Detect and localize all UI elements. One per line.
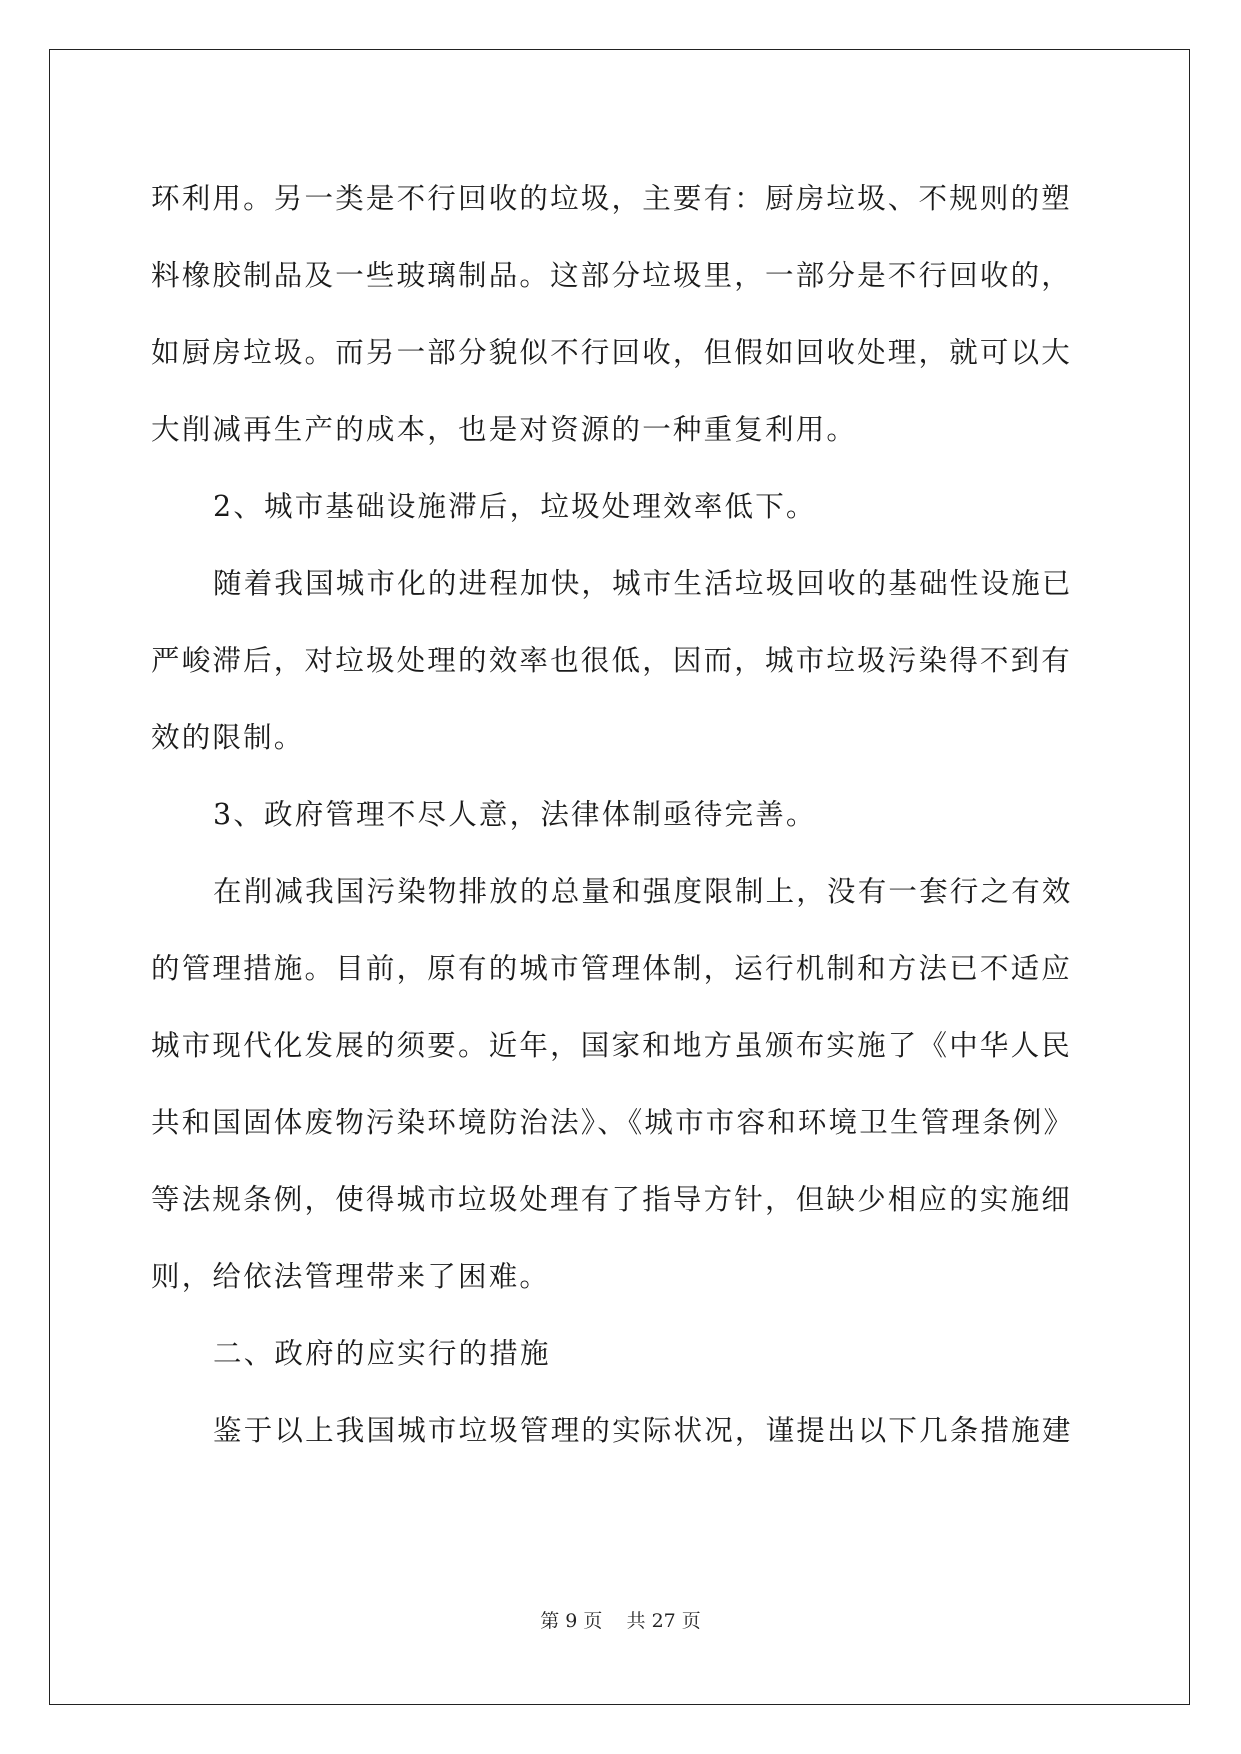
text-line-7: 严峻滞后，对垃圾处理的效率也很低，因而，城市垃圾污染得不到有 xyxy=(151,644,1073,677)
text-line-2: 料橡胶制品及一些玻璃制品。这部分垃圾里，一部分是不行回收的， xyxy=(151,259,1073,292)
text-line-17: 鉴于以上我国城市垃圾管理的实际状况，谨提出以下几条措施建 xyxy=(213,1414,1073,1447)
text-line-4: 大削减再生产的成本，也是对资源的一种重复利用。 xyxy=(151,413,858,446)
section-heading-3: 3、政府管理不尽人意，法律体制亟待完善。 xyxy=(213,798,817,831)
text-line-11: 的管理措施。目前，原有的城市管理体制，运行机制和方法已不适应 xyxy=(151,952,1073,985)
page-footer xyxy=(0,1606,1241,1633)
document-body xyxy=(151,160,1087,1469)
section-heading-two: 二、政府的应实行的措施 xyxy=(213,1337,551,1370)
text-line-12: 城市现代化发展的须要。近年，国家和地方虽颁布实施了《中华人民 xyxy=(151,1029,1073,1062)
text-line-13: 共和国固体废物污染环境防治法》、《城市市容和环境卫生管理条例》 xyxy=(151,1106,1075,1139)
text-line-14: 等法规条例，使得城市垃圾处理有了指导方针，但缺少相应的实施细 xyxy=(151,1183,1073,1216)
text-line-1: 环利用。另一类是不行回收的垃圾，主要有：厨房垃圾、不规则的塑 xyxy=(151,182,1073,215)
text-line-10: 在削减我国污染物排放的总量和强度限制上，没有一套行之有效 xyxy=(213,875,1073,908)
text-line-15: 则，给依法管理带来了困难。 xyxy=(151,1260,551,1293)
text-line-3: 如厨房垃圾。而另一部分貌似不行回收，但假如回收处理，就可以大 xyxy=(151,336,1073,369)
section-heading-2: 2、城市基础设施滞后，垃圾处理效率低下。 xyxy=(213,490,817,523)
text-line-8: 效的限制。 xyxy=(151,721,305,754)
page-number: 第 9 页 xyxy=(540,1610,603,1632)
page-total: 共 27 页 xyxy=(626,1610,701,1632)
text-line-6: 随着我国城市化的进程加快，城市生活垃圾回收的基础性设施已 xyxy=(213,567,1073,600)
